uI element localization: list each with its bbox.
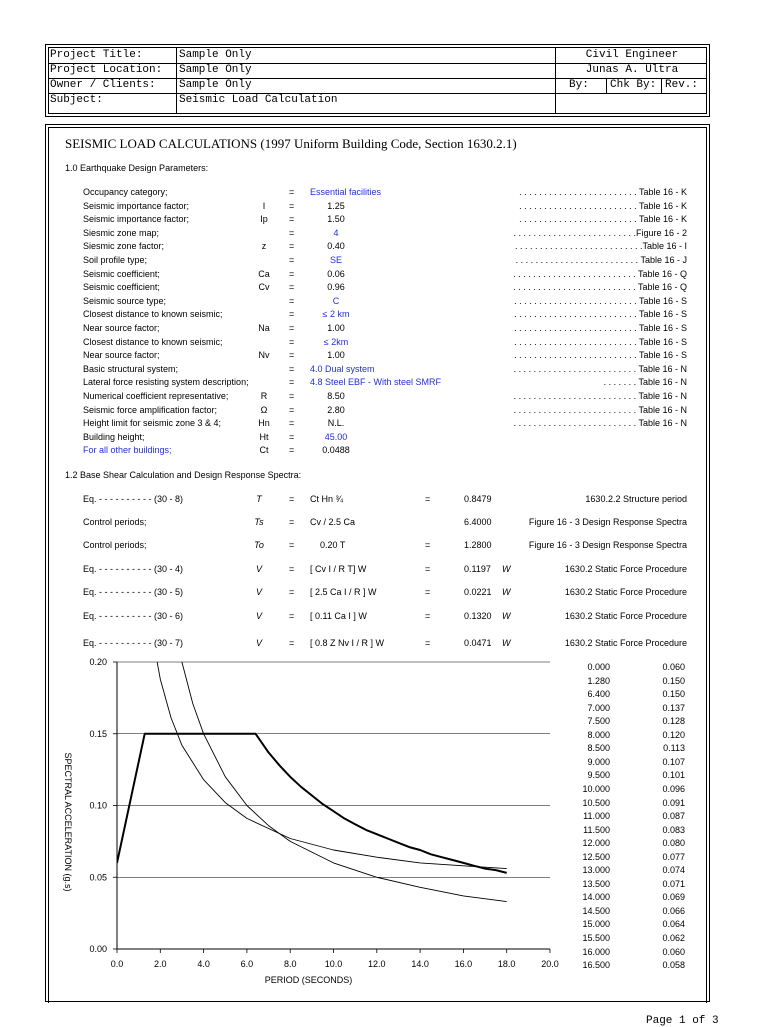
parameter-reference: . . . . . . . . . . . . . . . . . . . . . . . . . Table 16 - S <box>514 323 687 333</box>
equals-sign: = <box>289 517 295 527</box>
header-label: Project Title: <box>50 49 143 61</box>
acceleration-value: 0.137 <box>662 702 685 713</box>
y-axis-label: SPECTRAL ACCELERATION (g.s) <box>63 752 73 892</box>
section-heading: 1.2 Base Shear Calculation and Design Response Spectra: <box>65 470 302 480</box>
acceleration-value: 0.074 <box>662 865 685 876</box>
parameter-reference: . . . . . . . . . . . . . . . . . . . . . . . . . Table 16 - Q <box>513 268 687 279</box>
parameter-label: Seismic coefficient; <box>83 282 160 293</box>
period-value: 16.000 <box>582 946 610 957</box>
period-value: 0.000 <box>587 662 610 672</box>
y-tick-label: 0.05 <box>89 872 107 883</box>
acceleration-value: 0.150 <box>662 675 685 686</box>
parameter-reference: . . . . . . . . . . . . . . . . . . . . . . . . . .Table 16 - I <box>514 241 687 252</box>
acceleration-value: 0.120 <box>662 729 685 740</box>
equation-reference: 1630.2 Static Force Procedure <box>564 587 687 597</box>
table-row <box>560 688 690 701</box>
parameter-label: Seismic force amplification factor; <box>83 404 218 415</box>
parameter-value: 45.00 <box>324 431 348 442</box>
acceleration-value: 0.128 <box>662 716 685 727</box>
equation-symbol: Ts <box>254 517 264 527</box>
x-tick-label: 8.0 <box>283 959 297 969</box>
parameter-symbol: z <box>261 241 267 252</box>
parameter-value: 0.0488 <box>322 445 350 456</box>
x-tick-label: 10.0 <box>324 959 343 969</box>
equation-label: Eq. - - - - - - - - - - (30 - 4) <box>83 564 183 574</box>
acceleration-value: 0.101 <box>662 770 685 781</box>
table-row <box>560 810 690 823</box>
equals-sign: = <box>289 187 295 197</box>
parameter-value: 8.50 <box>327 391 345 401</box>
equation-label: Eq. - - - - - - - - - - (30 - 5) <box>83 587 183 597</box>
acceleration-value: 0.066 <box>662 905 685 916</box>
parameter-value: 0.96 <box>327 282 345 293</box>
equation-formula: Ct Hn ¾ <box>310 494 344 504</box>
table-row <box>560 891 690 904</box>
parameter-symbol: Ca <box>258 268 270 279</box>
parameter-label: Lateral force resisting system description; <box>83 377 249 388</box>
equation-formula: Cv / 2.5 Ca <box>310 517 356 527</box>
parameter-label: Seismic importance factor; <box>83 214 190 225</box>
parameter-label: For all other buildings; <box>83 445 172 456</box>
equation-value: 0.1197 <box>464 564 491 574</box>
table-row <box>560 864 690 877</box>
equation-reference: Figure 16 - 3 Design Response Spectra <box>528 517 687 527</box>
parameter-reference: . . . . . . . . . . . . . . . . . . . . . . . . . Table 16 - S <box>514 309 687 320</box>
parameter-value: 1.50 <box>327 214 345 225</box>
header-label: Owner / Clients: <box>50 79 156 91</box>
equation-formula: 0.20 T <box>310 540 346 550</box>
period-value: 11.000 <box>583 811 610 822</box>
header-label: Subject: <box>50 94 103 106</box>
parameter-value: N.L. <box>327 418 345 429</box>
equals-sign: = <box>289 431 295 442</box>
parameter-symbol: Ip <box>260 214 268 225</box>
parameter-value: Essential facilities <box>310 187 382 197</box>
equals-sign: = <box>289 494 295 504</box>
period-value: 1.280 <box>587 675 610 686</box>
table-row <box>560 837 690 850</box>
period-value: 11.500 <box>583 824 610 835</box>
acceleration-value: 0.150 <box>662 689 685 700</box>
parameter-reference: . . . . . . . . . . . . . . . . . . . . . . . . Table 16 - K <box>519 200 687 211</box>
equals-sign: = <box>289 295 295 306</box>
equation-label: Eq. - - - - - - - - - - (30 - 6) <box>83 611 183 621</box>
header-value: Sample Only <box>179 79 252 91</box>
equals-sign: = <box>289 227 295 238</box>
table-row <box>560 742 690 755</box>
x-tick-label: 18.0 <box>497 959 516 969</box>
x-tick-label: 6.0 <box>240 959 254 969</box>
table-row <box>560 878 690 891</box>
equals-sign: = <box>289 255 295 265</box>
period-value: 10.000 <box>582 783 610 794</box>
equals-sign: = <box>289 418 295 429</box>
equals-sign: = <box>289 540 295 550</box>
equals-sign: = <box>289 268 295 279</box>
equation-reference: 1630.2 Static Force Procedure <box>564 611 687 621</box>
equation-label: Eq. - - - - - - - - - - (30 - 8) <box>83 494 183 504</box>
equals-sign: = <box>289 350 295 361</box>
parameter-label: Closest distance to known seismic; <box>83 336 223 347</box>
table-row <box>560 905 690 918</box>
parameter-value: 1.00 <box>327 350 345 361</box>
period-value: 14.000 <box>582 892 610 903</box>
equals-sign: = <box>289 638 295 648</box>
parameter-reference: . . . . . . . . . . . . . . . . . . . . . . . . . Table 16 - S <box>514 295 687 306</box>
equals-sign: = <box>425 638 431 648</box>
x-tick-label: 0.0 <box>110 959 124 969</box>
parameter-label: Seismic source type; <box>83 295 167 306</box>
equals-sign: = <box>289 200 295 211</box>
equation-value: 0.0471 <box>464 638 492 648</box>
equation-formula: [ 0.8 Z Nv I / R ] W <box>310 638 385 648</box>
parameter-value: 2.80 <box>327 404 345 415</box>
equals-sign: = <box>289 391 295 401</box>
parameter-label: Near source factor; <box>83 323 160 333</box>
acceleration-value: 0.107 <box>662 756 685 767</box>
x-tick-label: 16.0 <box>454 959 473 969</box>
parameter-reference: . . . . . . . . . . . . . . . . . . . . . . . . .Figure 16 - 2 <box>513 227 687 238</box>
period-value: 15.000 <box>582 919 610 930</box>
equation-symbol: T <box>256 494 262 504</box>
section-heading: 1.0 Earthquake Design Parameters: <box>65 163 209 173</box>
parameter-label: Basic structural system; <box>83 363 179 374</box>
equation-reference: Figure 16 - 3 Design Response Spectra <box>528 540 687 550</box>
parameter-symbol: I <box>262 200 266 211</box>
equals-sign: = <box>289 241 295 252</box>
parameter-value: 4.0 Dual system <box>310 363 375 374</box>
table-row <box>560 769 690 782</box>
series-line-3 <box>173 616 506 902</box>
parameter-reference: . . . . . . . . . . . . . . . . . . . . . . . . . Table 16 - N <box>513 418 687 429</box>
acceleration-value: 0.077 <box>662 851 685 862</box>
equation-symbol: To <box>254 540 264 550</box>
by-label: By: <box>569 79 589 91</box>
equation-symbol: V <box>255 564 262 574</box>
period-value: 9.500 <box>587 770 610 781</box>
y-tick-label: 0.20 <box>89 657 107 667</box>
period-value: 8.500 <box>587 743 610 754</box>
acceleration-value: 0.087 <box>662 811 685 822</box>
x-tick-label: 12.0 <box>368 959 386 969</box>
equals-sign: = <box>289 445 295 456</box>
period-value: 12.500 <box>582 851 610 862</box>
equals-sign: = <box>289 587 295 597</box>
x-tick-label: 14.0 <box>411 959 429 969</box>
period-value: 13.500 <box>582 878 610 889</box>
parameter-label: Closest distance to known seismic; <box>83 309 223 320</box>
equals-sign: = <box>425 611 431 621</box>
equation-reference: 1630.2 Static Force Procedure <box>564 638 687 648</box>
table-row <box>560 715 690 728</box>
parameter-label: Height limit for seismic zone 3 & 4; <box>83 418 222 429</box>
equation-formula: [ 0.11 Ca I ] W <box>310 611 367 621</box>
acceleration-value: 0.060 <box>662 662 685 672</box>
equation-symbol: V <box>255 611 262 621</box>
acceleration-value: 0.060 <box>662 946 685 957</box>
equation-unit: W <box>502 611 511 621</box>
y-tick-label: 0.10 <box>89 800 107 811</box>
x-tick-label: 4.0 <box>197 959 210 969</box>
equation-symbol: V <box>255 587 262 597</box>
header-value: Sample Only <box>179 49 252 61</box>
equation-formula: [ 2.5 Ca I / R ] W <box>310 587 377 597</box>
parameter-label: Siesmic zone factor; <box>83 241 165 252</box>
equation-label: Control periods; <box>83 517 147 527</box>
parameter-reference: . . . . . . . . . . . . . . . . . . . . . . . . . Table 16 - N <box>513 391 687 401</box>
equals-sign: = <box>289 282 295 293</box>
equation-value: 6.4000 <box>464 517 492 527</box>
parameter-label: Soil profile type; <box>83 255 148 265</box>
equation-unit: W <box>502 564 511 574</box>
period-value: 8.000 <box>587 729 610 740</box>
parameter-reference: . . . . . . . . . . . . . . . . . . . . . . . . . Table 16 - Q <box>513 282 687 293</box>
equation-unit: W <box>502 638 511 648</box>
acceleration-value: 0.062 <box>662 933 685 943</box>
equation-reference: 1630.2 Static Force Procedure <box>564 564 687 574</box>
equation-value: 0.8479 <box>464 494 492 504</box>
parameter-reference: . . . . . . . . . . . . . . . . . . . . . . . . . Table 16 - J <box>515 255 687 265</box>
period-value: 6.400 <box>587 689 610 700</box>
equals-sign: = <box>289 377 295 388</box>
equals-sign: = <box>289 611 295 621</box>
acceleration-value: 0.091 <box>662 797 685 808</box>
acceleration-value: 0.064 <box>662 919 685 930</box>
equation-reference: 1630.2.2 Structure period <box>585 494 687 504</box>
parameter-symbol: Cv <box>258 282 270 293</box>
parameter-label: Seismic importance factor; <box>83 200 190 211</box>
period-value: 16.500 <box>582 960 610 971</box>
acceleration-value: 0.113 <box>663 743 685 754</box>
parameter-label: Building height; <box>83 431 145 442</box>
parameter-reference: . . . . . . . . . . . . . . . . . . . . . . . . . Table 16 - N <box>513 404 687 415</box>
parameter-value: C <box>332 295 340 306</box>
table-row <box>560 946 690 959</box>
parameter-label: Occupancy category; <box>83 187 168 197</box>
acceleration-value: 0.071 <box>662 878 685 889</box>
table-row <box>560 932 690 945</box>
acceleration-value: 0.080 <box>662 838 685 849</box>
equals-sign: = <box>425 564 431 574</box>
equals-sign: = <box>289 363 295 374</box>
table-row <box>560 702 690 715</box>
parameter-reference: . . . . . . . Table 16 - N <box>603 377 687 388</box>
parameter-symbol: Nv <box>258 350 270 361</box>
table-row <box>560 729 690 742</box>
parameter-label: Seismic coefficient; <box>83 268 160 279</box>
period-value: 9.000 <box>587 756 610 767</box>
equals-sign: = <box>289 336 295 347</box>
acceleration-value: 0.069 <box>662 892 685 903</box>
equals-sign: = <box>289 323 295 333</box>
parameter-symbol: R <box>260 391 268 401</box>
page-title: SEISMIC LOAD CALCULATIONS (1997 Uniform Building Code, Section 1630.2.1) <box>65 136 517 151</box>
equals-sign: = <box>289 404 295 415</box>
engineer-title: Civil Engineer <box>585 49 679 61</box>
parameter-value: ≤ 2km <box>323 336 349 347</box>
parameter-reference: . . . . . . . . . . . . . . . . . . . . . . . . . Table 16 - S <box>514 336 687 347</box>
parameter-label: Near source factor; <box>83 350 160 361</box>
parameter-reference: . . . . . . . . . . . . . . . . . . . . . . . . Table 16 - K <box>519 187 687 197</box>
equation-formula: [ Cv I / R T] W <box>310 564 367 574</box>
x-axis-label: PERIOD (SECONDS) <box>264 975 353 985</box>
equation-label: Control periods; <box>83 540 147 550</box>
equation-unit: W <box>502 587 511 597</box>
table-row <box>560 797 690 810</box>
equation-value: 0.0221 <box>464 587 492 597</box>
parameter-symbol: Ht <box>259 431 269 442</box>
header-value: Seismic Load Calculation <box>179 94 338 106</box>
table-row <box>560 661 690 674</box>
equals-sign: = <box>425 587 431 597</box>
period-value: 12.000 <box>582 838 610 849</box>
period-value: 7.000 <box>587 702 610 713</box>
equals-sign: = <box>289 214 295 225</box>
period-value: 13.000 <box>582 865 610 876</box>
table-row <box>560 783 690 796</box>
equals-sign: = <box>289 309 295 320</box>
parameter-label: Numerical coefficient representative; <box>83 391 229 401</box>
y-tick-label: 0.15 <box>89 728 107 739</box>
equation-label: Eq. - - - - - - - - - - (30 - 7) <box>83 638 183 648</box>
engineer-name: Junas A. Ultra <box>585 64 679 76</box>
parameter-symbol: Na <box>258 323 270 333</box>
y-tick-label: 0.00 <box>89 944 107 954</box>
parameter-value: 4 <box>333 227 339 238</box>
parameter-value: 4.8 Steel EBF - With steel SMRF <box>310 377 442 388</box>
x-tick-label: 20.0 <box>541 959 559 969</box>
equation-value: 0.1320 <box>464 611 492 621</box>
acceleration-value: 0.096 <box>662 783 685 794</box>
header-label: Project Location: <box>50 64 163 76</box>
series-line-2 <box>139 519 507 869</box>
acceleration-value: 0.058 <box>662 960 685 971</box>
chk-label: Chk By: <box>610 79 657 91</box>
parameter-reference: . . . . . . . . . . . . . . . . . . . . . . . . . Table 16 - S <box>514 350 687 361</box>
rev-label: Rev.: <box>665 79 699 91</box>
period-value: 10.500 <box>582 797 610 808</box>
table-row <box>560 824 690 837</box>
parameter-reference: . . . . . . . . . . . . . . . . . . . . . . . . . Table 16 - N <box>513 363 687 374</box>
parameter-symbol: Hn <box>258 418 270 429</box>
table-row <box>560 756 690 769</box>
parameter-value: 0.40 <box>327 241 345 252</box>
parameter-reference: . . . . . . . . . . . . . . . . . . . . . . . . Table 16 - K <box>519 214 687 225</box>
equation-value: 1.2800 <box>464 540 492 550</box>
table-row <box>560 851 690 864</box>
parameter-value: 0.06 <box>327 268 345 279</box>
period-value: 14.500 <box>582 905 610 916</box>
table-row <box>560 918 690 931</box>
period-value: 7.500 <box>587 716 610 727</box>
equals-sign: = <box>289 564 295 574</box>
equals-sign: = <box>425 494 431 504</box>
parameter-value: ≤ 2 km <box>322 309 350 320</box>
parameter-symbol: Ct <box>259 445 269 456</box>
period-value: 15.500 <box>582 933 610 943</box>
header-value: Sample Only <box>179 64 252 76</box>
table-row <box>560 675 690 688</box>
parameter-value: SE <box>329 255 342 265</box>
acceleration-value: 0.083 <box>662 824 685 835</box>
x-tick-label: 2.0 <box>154 959 167 969</box>
parameter-symbol: Ω <box>260 404 268 415</box>
parameter-value: 1.25 <box>327 200 345 211</box>
page-number: Page 1 of 3 <box>646 1015 719 1027</box>
equals-sign: = <box>425 540 431 550</box>
equation-symbol: V <box>255 638 262 648</box>
table-row <box>560 959 690 972</box>
parameter-value: 1.00 <box>327 323 345 333</box>
parameter-label: Siesmic zone map; <box>83 227 160 238</box>
